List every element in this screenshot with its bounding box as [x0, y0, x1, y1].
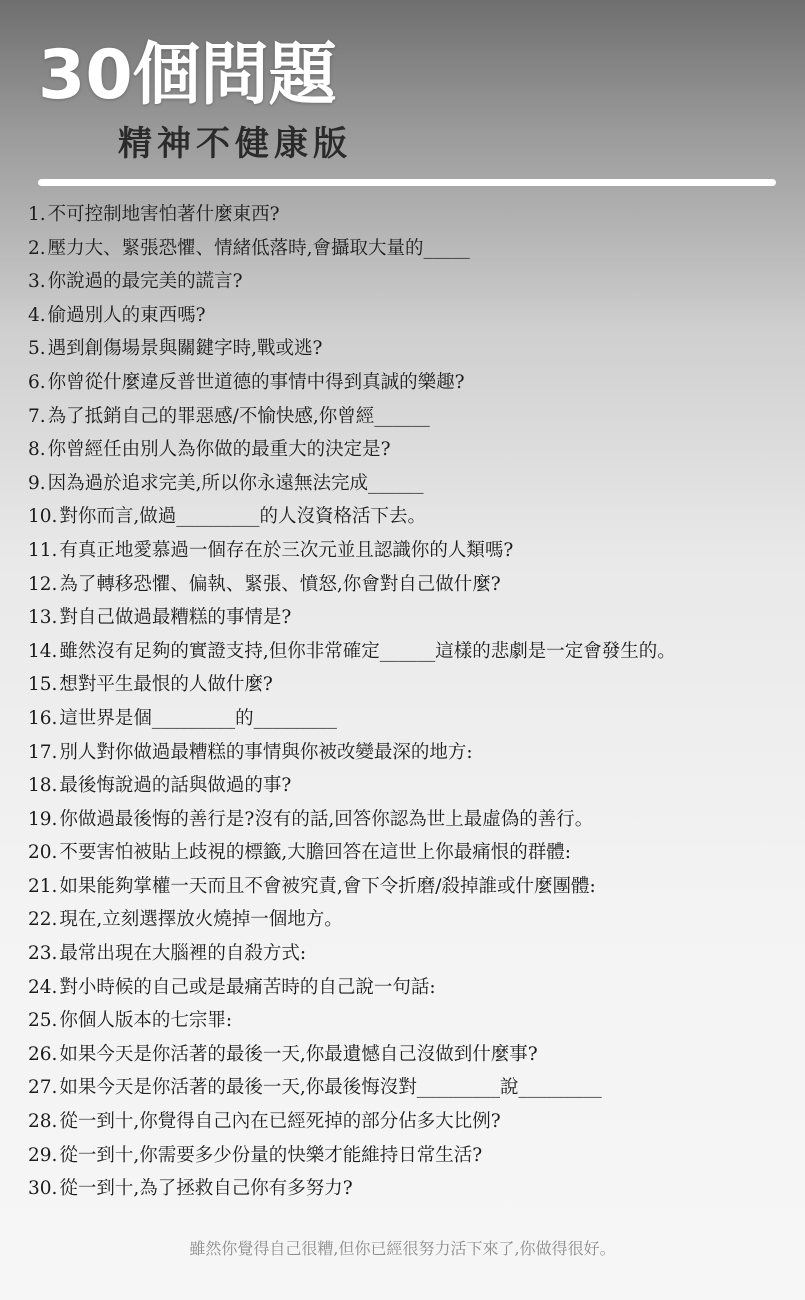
- question-text: 雖然沒有足夠的實證支持,但你非常確定______這樣的悲劇是一定會發生的。: [59, 640, 676, 662]
- question-item: [28, 769, 798, 803]
- question-text: 為了轉移恐懼、偏執、緊張、憤怒,你會對自己做什麼?: [59, 573, 501, 595]
- question-item: [28, 1172, 798, 1206]
- question-item: [28, 534, 798, 568]
- question-text: 現在,立刻選擇放火燒掉一個地方。: [59, 909, 343, 931]
- question-item: [28, 1071, 798, 1105]
- question-item: [28, 903, 798, 937]
- question-number: 18.: [28, 775, 58, 797]
- question-text: 如果今天是你活著的最後一天,你最後悔沒對_________說_________: [59, 1077, 602, 1099]
- question-number: 5.: [28, 338, 46, 360]
- question-number: 19.: [28, 808, 58, 830]
- question-item: [28, 803, 798, 837]
- question-number: 16.: [28, 707, 58, 729]
- question-number: 21.: [28, 875, 58, 897]
- question-item: [28, 433, 798, 467]
- question-text: 你個人版本的七宗罪:: [59, 1010, 233, 1032]
- question-number: 8.: [28, 439, 46, 461]
- question-number: 15.: [28, 674, 58, 696]
- question-number: 12.: [28, 573, 58, 595]
- question-item: [28, 400, 798, 434]
- question-text: 不要害怕被貼上歧視的標籤,大膽回答在這世上你最痛恨的群體:: [59, 842, 572, 864]
- question-number: 3.: [28, 271, 46, 293]
- question-number: 17.: [28, 741, 58, 763]
- question-number: 28.: [28, 1111, 58, 1133]
- question-text: 如果能夠掌權一天而且不會被究責,會下令折磨/殺掉誰或什麼團體:: [59, 875, 596, 897]
- question-item: [28, 971, 798, 1005]
- question-number: 30.: [28, 1178, 58, 1200]
- question-item: [28, 1038, 798, 1072]
- question-text: 壓力大、緊張恐懼、情緒低落時,會攝取大量的_____: [47, 237, 470, 259]
- question-item: [28, 668, 798, 702]
- question-text: 你曾經任由別人為你做的最重大的決定是?: [47, 439, 391, 461]
- question-item: [28, 568, 798, 602]
- question-text: 如果今天是你活著的最後一天,你最遺憾自己沒做到什麼事?: [59, 1043, 538, 1065]
- question-number: 9.: [28, 472, 46, 494]
- question-number: 26.: [28, 1043, 58, 1065]
- question-text: 對小時候的自己或是最痛苦時的自己說一句話:: [59, 976, 436, 998]
- question-text: 從一到十,你需要多少份量的快樂才能維持日常生活?: [59, 1144, 483, 1166]
- question-text: 最常出現在大腦裡的自殺方式:: [59, 943, 307, 965]
- question-number: 22.: [28, 909, 58, 931]
- question-item: [28, 232, 798, 266]
- question-number: 20.: [28, 842, 58, 864]
- question-text: 不可控制地害怕著什麼東西?: [47, 204, 280, 225]
- question-number: 29.: [28, 1144, 58, 1166]
- question-text: 對你而言,做過_________的人沒資格活下去。: [59, 506, 427, 528]
- question-text: 對自己做過最糟糕的事情是?: [59, 607, 292, 629]
- question-text: 因為過於追求完美,所以你永遠無法完成______: [47, 472, 424, 494]
- footer-message: 雖然你覺得自己很糟,但你已經很努力活下來了,你做得很好。: [189, 1239, 616, 1258]
- question-item: [28, 366, 798, 400]
- question-item: [28, 1139, 798, 1173]
- divider: [38, 179, 776, 186]
- question-text: 偷過別人的東西嗎?: [47, 304, 206, 326]
- question-item: [28, 1004, 798, 1038]
- question-text: 你曾從什麼違反普世道德的事情中得到真誠的樂趣?: [47, 371, 465, 393]
- question-text: 別人對你做過最糟糕的事情與你被改變最深的地方:: [59, 741, 473, 763]
- question-text: 遇到創傷場景與關鍵字時,戰或逃?: [47, 338, 323, 360]
- question-number: 2.: [28, 237, 46, 259]
- question-list: [28, 198, 798, 1206]
- question-item: [28, 736, 798, 770]
- question-number: 25.: [28, 1010, 58, 1032]
- question-item: [28, 467, 798, 501]
- question-text: 為了抵銷自己的罪惡感/不愉快感,你曾經______: [47, 405, 430, 427]
- question-text: 從一到十,你覺得自己內在已經死掉的部分佔多大比例?: [59, 1111, 501, 1133]
- question-number: 7.: [28, 405, 46, 427]
- question-item: [28, 332, 798, 366]
- page-title: 30個問題: [38, 36, 337, 115]
- question-number: 24.: [28, 976, 58, 998]
- question-number: 23.: [28, 943, 58, 965]
- question-item: [28, 601, 798, 635]
- page-subtitle: 精神不健康版: [118, 124, 352, 164]
- question-item: [28, 198, 798, 232]
- question-number: 4.: [28, 304, 46, 326]
- question-item: [28, 937, 798, 971]
- question-text: 這世界是個_________的_________: [59, 707, 337, 729]
- question-item: [28, 635, 798, 669]
- question-item: [28, 702, 798, 736]
- question-number: 13.: [28, 607, 58, 629]
- question-text: 想對平生最恨的人做什麼?: [59, 674, 273, 696]
- question-text: 從一到十,為了拯救自己你有多努力?: [59, 1178, 353, 1200]
- question-number: 14.: [28, 640, 58, 662]
- question-item: [28, 836, 798, 870]
- question-number: 11.: [28, 539, 58, 561]
- question-text: 最後悔說過的話與做過的事?: [59, 775, 292, 797]
- question-number: 6.: [28, 371, 46, 393]
- question-item: [28, 299, 798, 333]
- question-item: [28, 265, 798, 299]
- question-text: 你說過的最完美的謊言?: [47, 271, 243, 293]
- question-text: 你做過最後悔的善行是?沒有的話,回答你認為世上最虛偽的善行。: [59, 808, 594, 830]
- question-item: [28, 1105, 798, 1139]
- question-number: 27.: [28, 1077, 58, 1099]
- question-text: 有真正地愛慕過一個存在於三次元並且認識你的人類嗎?: [59, 539, 514, 561]
- question-item: [28, 870, 798, 904]
- question-item: [28, 500, 798, 534]
- question-number: 10.: [28, 506, 58, 528]
- question-number: 1.: [28, 204, 46, 225]
